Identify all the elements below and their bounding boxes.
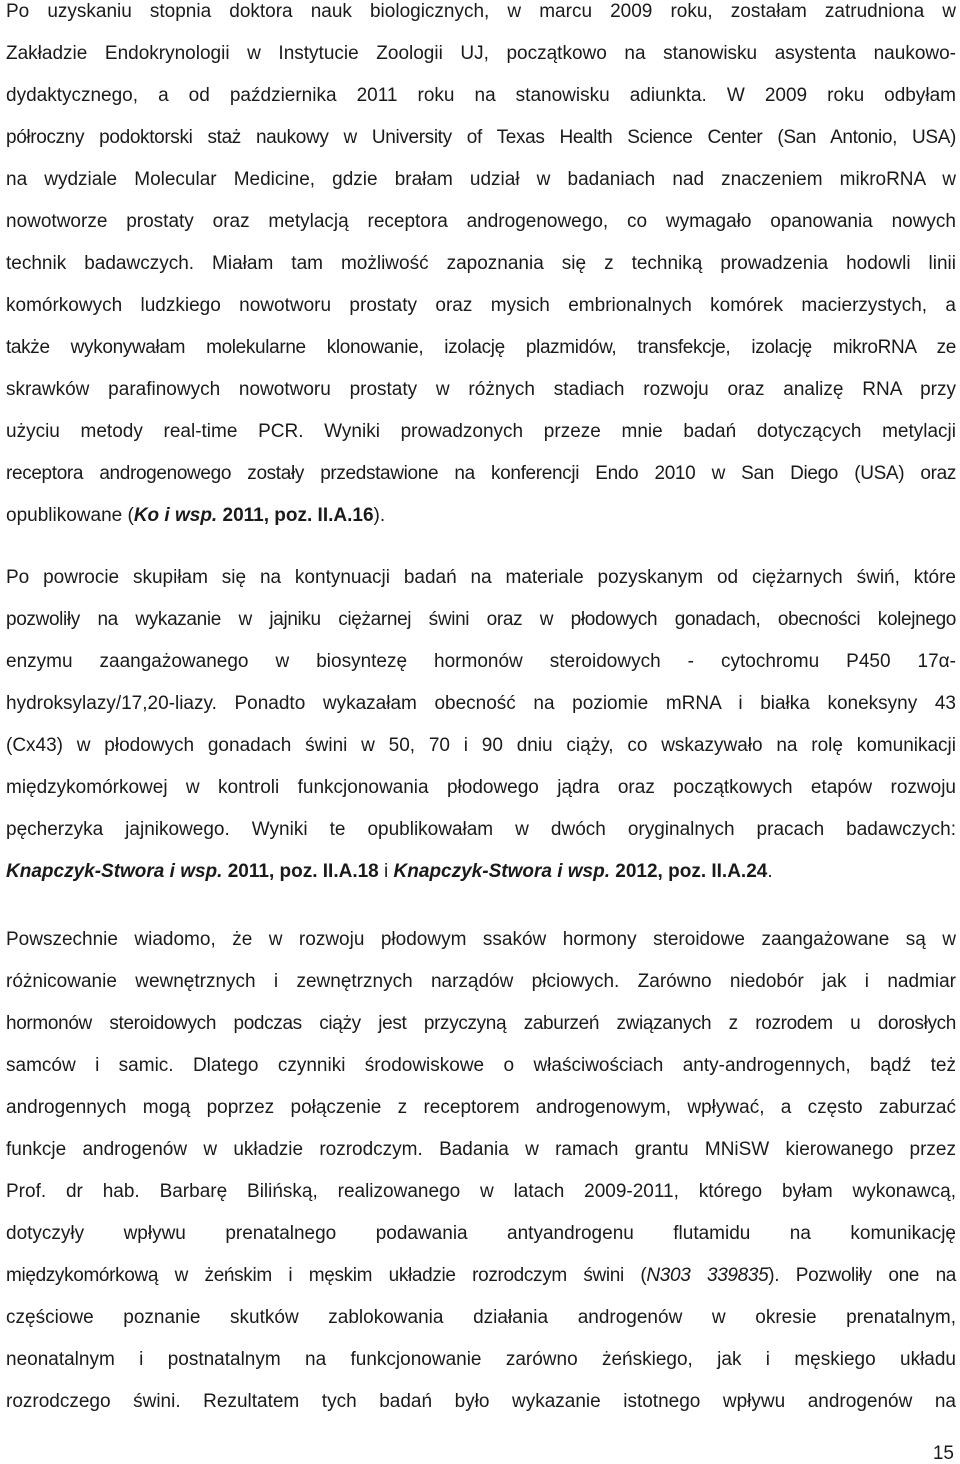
text-run: Powszechnie wiadomo, że w rozwoju płodowym ssaków hormony steroidowe zaangażowane są w <box>6 929 956 950</box>
text-run: (Cx43) w płodowych gonadach świni w 50, 70 i 90 dniu ciąży, co wskazywało na rolę komunikacji <box>6 735 956 756</box>
text-line <box>6 212 956 231</box>
text-run: technik badawczych. Miałam tam możliwość zapoznania się z techniką prowadzenia hodowli linii <box>6 253 956 274</box>
text-line <box>6 506 956 525</box>
text-line <box>6 652 956 671</box>
text-run: ). Pozwoliły one na <box>768 1265 956 1286</box>
text-run: funkcje androgenów w układzie rozrodczym. Badania w ramach grantu MNiSW kierowanego przez <box>6 1139 956 1160</box>
page-number: 15 <box>932 1443 954 1464</box>
text-run: i <box>378 861 394 882</box>
text-run: różnicowanie wewnętrznych i zewnętrznych narządów płciowych. Zarówno niedobór jak i nadmiar <box>6 971 956 992</box>
text-line <box>6 422 956 441</box>
text-line <box>6 1182 956 1201</box>
text-line <box>6 610 956 629</box>
citation-reference: 2012, poz. II.A.24 <box>615 861 768 882</box>
text-line <box>6 44 956 63</box>
text-run: rozrodczego świni. Rezultatem tych badań było wykazanie istotnego wpływu androgenów na <box>6 1391 956 1412</box>
text-line <box>6 464 956 483</box>
text-line <box>6 1308 956 1327</box>
text-run: hormonów steroidowych podczas ciąży jest przyczyną zaburzeń związanych z rozrodem u dorosłych <box>6 1013 956 1034</box>
text-run: komórkowych ludzkiego nowotworu prostaty oraz mysich embrionalnych komórek macierzystych, a <box>6 295 956 316</box>
text-line <box>6 862 956 881</box>
text-run: półroczny podoktorski staż naukowy w University of Texas Health Science Center (San Antonio, USA) <box>6 127 956 148</box>
text-run: dotyczyły wpływu prenatalnego podawania antyandrogenu flutamidu na komunikację <box>6 1223 956 1244</box>
citation-reference: 2011, poz. II.A.18 <box>227 861 379 882</box>
text-line <box>6 296 956 315</box>
text-run: . <box>767 861 773 882</box>
text-line <box>6 1098 956 1117</box>
text-run: międzykomórkową w żeńskim i męskim układzie rozrodczym świni ( <box>6 1265 647 1286</box>
text-run: enzymu zaangażowanego w biosyntezę hormonów steroidowych - cytochromu P450 17α- <box>6 651 956 672</box>
text-run: dydaktycznego, a od października 2011 roku na stanowisku adiunkta. W 2009 roku odbyłam <box>6 85 956 106</box>
text-line <box>6 1056 956 1075</box>
text-line <box>6 694 956 713</box>
text-line <box>6 2 956 21</box>
text-run: także wykonywałam molekularne klonowanie, izolację plazmidów, transfekcje, izolację mikroRNA ze <box>6 337 956 358</box>
text-run: częściowe poznanie skutków zablokowania działania androgenów w okresie prenatalnym, <box>6 1307 956 1328</box>
text-line <box>6 930 956 949</box>
text-run: Prof. dr hab. Barbarę Bilińską, realizowanego w latach 2009-2011, którego byłam wykonawcą, <box>6 1181 956 1202</box>
text-run: opublikowane ( <box>6 505 134 526</box>
text-run: pozwoliły na wykazanie w jajniku ciężarnej świni oraz w płodowych gonadach, obecności kolejnego <box>6 609 956 630</box>
text-line <box>6 1140 956 1159</box>
text-run: międzykomórkowej w kontroli funkcjonowania płodowego jądra oraz początkowych etapów rozwoju <box>6 777 956 798</box>
text-line <box>6 170 956 189</box>
citation-authors: Ko i wsp. <box>133 505 218 526</box>
text-line <box>6 736 956 755</box>
text-line <box>6 1224 956 1243</box>
text-run: neonatalnym i postnatalnym na funkcjonowanie zarówno żeńskiego, jak i męskiego układu <box>6 1349 956 1370</box>
text-line <box>6 338 956 357</box>
text-run: samców i samic. Dlatego czynniki środowiskowe o właściwościach anty-androgennych, bądź też <box>6 1055 956 1076</box>
text-line <box>6 568 956 587</box>
text-run: ). <box>373 505 386 526</box>
citation-authors: Knapczyk-Stwora i wsp. <box>393 861 610 882</box>
text-line <box>6 820 956 839</box>
citation-authors: Knapczyk-Stwora i wsp. <box>6 861 223 882</box>
text-line <box>6 1014 956 1033</box>
citation-reference: 2011, poz. II.A.16 <box>222 505 374 526</box>
text-run: użyciu metody real-time PCR. Wyniki prowadzonych przeze mnie badań dotyczących metylacji <box>6 421 956 442</box>
text-run: hydroksylazy/17,20-liazy. Ponadto wykazałam obecność na poziomie mRNA i białka koneksyny 43 <box>6 693 956 714</box>
text-run: Zakładzie Endokrynologii w Instytucie Zoologii UJ, początkowo na stanowisku asystenta naukowo- <box>6 43 956 64</box>
text-line <box>6 380 956 399</box>
text-line <box>6 972 956 991</box>
text-line <box>6 86 956 105</box>
text-line <box>6 1392 956 1411</box>
text-run: receptora androgenowego zostały przedstawione na konferencji Endo 2010 w San Diego (USA) oraz <box>6 463 956 484</box>
text-run: androgennych mogą poprzez połączenie z receptorem androgenowym, wpływać, a często zaburzać <box>6 1097 956 1118</box>
text-line <box>6 128 956 147</box>
text-line <box>6 1266 956 1285</box>
text-run: skrawków parafinowych nowotworu prostaty w różnych stadiach rozwoju oraz analizę RNA przy <box>6 379 956 400</box>
text-line <box>6 254 956 273</box>
grant-number: N303 339835 <box>646 1265 769 1286</box>
text-run: Po uzyskaniu stopnia doktora nauk biologicznych, w marcu 2009 roku, zostałam zatrudniona w <box>6 1 956 22</box>
text-run: na wydziale Molecular Medicine, gdzie brałam udział w badaniach nad znaczeniem mikroRNA w <box>6 169 956 190</box>
text-line <box>6 1350 956 1369</box>
text-run: nowotworze prostaty oraz metylacją receptora androgenowego, co wymagało opanowania nowych <box>6 211 956 232</box>
text-line <box>6 778 956 797</box>
text-run: Po powrocie skupiłam się na kontynuacji badań na materiale pozyskanym od ciężarnych świń, które <box>6 567 956 588</box>
text-run: pęcherzyka jajnikowego. Wyniki te opublikowałam w dwóch oryginalnych pracach badawczych: <box>6 819 956 840</box>
